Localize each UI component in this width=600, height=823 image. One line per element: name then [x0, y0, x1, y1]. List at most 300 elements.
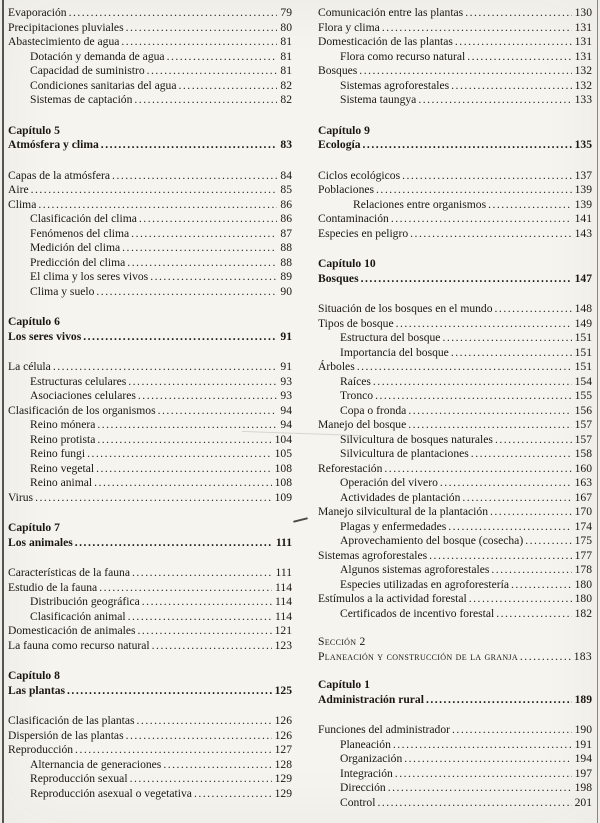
- page-number: 167: [574, 490, 592, 504]
- chapter-label: [8, 315, 292, 330]
- page-number: 149: [574, 316, 592, 330]
- entry-text: Sistema taungya: [340, 93, 417, 106]
- page-number: 126: [274, 728, 292, 742]
- page-number: 81: [280, 49, 292, 63]
- toc-entry: [8, 447, 292, 462]
- page-number: 198: [574, 781, 592, 794]
- dot-leader: [139, 212, 278, 227]
- toc-entry: [318, 64, 592, 79]
- entry-text: Silvicultura de bosques naturales: [340, 432, 493, 446]
- entry-text: La fauna como recurso natural: [8, 638, 150, 652]
- toc-entry: [318, 738, 592, 753]
- dot-leader: [194, 787, 272, 802]
- page-number: 94: [280, 403, 292, 417]
- dot-leader: [511, 578, 572, 593]
- spacer: [318, 621, 592, 635]
- spacer: [318, 286, 592, 302]
- page-number: 130: [574, 6, 592, 19]
- entry-text: Especies en peligro: [318, 226, 409, 240]
- page-number: 151: [574, 360, 592, 373]
- entry-text: Los animales: [8, 535, 73, 549]
- dot-leader: [53, 360, 278, 375]
- dot-leader: [142, 595, 272, 610]
- chapter-title: [8, 684, 292, 699]
- spacer: [8, 698, 292, 714]
- page-number: 131: [574, 35, 592, 48]
- dot-leader: [402, 169, 572, 184]
- page-number: 175: [574, 534, 592, 547]
- entry-text: Reproducción: [8, 743, 74, 756]
- toc-entry: [8, 256, 292, 271]
- toc-entry: [8, 183, 292, 198]
- entry-text: Capítulo 7: [8, 521, 60, 534]
- chapter-label: [8, 124, 292, 139]
- page-number: 151: [574, 345, 592, 359]
- spacer: [8, 550, 292, 566]
- toc-entry: [8, 389, 292, 404]
- page-number: 163: [574, 476, 592, 489]
- entry-text: Distribución geográfica: [30, 595, 140, 608]
- dot-leader: [152, 639, 272, 654]
- toc-entry: [318, 462, 592, 477]
- entry-text: Tronco: [340, 389, 374, 402]
- dot-leader: [167, 50, 278, 65]
- entry-text: Abastecimiento de agua: [8, 35, 120, 48]
- entry-text: Capas de la atmósfera: [8, 168, 111, 182]
- toc-entry: [318, 781, 592, 796]
- toc-entry: [8, 729, 292, 744]
- entry-text: Condiciones sanitarias del agua: [30, 78, 177, 92]
- toc-entry: [318, 331, 592, 346]
- entry-text: Sección 2: [318, 635, 366, 648]
- page-number: 154: [574, 374, 592, 388]
- entry-text: Precipitaciones pluviales: [8, 20, 124, 34]
- page-number: 139: [574, 183, 592, 196]
- dot-leader: [35, 491, 272, 506]
- toc-entry: [8, 285, 292, 300]
- entry-text: Clima: [8, 197, 37, 211]
- toc-entry: [8, 772, 292, 787]
- page-number: 90: [280, 284, 292, 298]
- dot-leader: [462, 491, 571, 506]
- page-number: 157: [574, 432, 592, 446]
- page-number: 197: [574, 766, 592, 780]
- dot-leader: [130, 772, 272, 787]
- toc-entry: [318, 35, 592, 50]
- entry-text: Dirección: [340, 781, 386, 794]
- toc-entry: [318, 50, 592, 65]
- page-number: 143: [574, 226, 592, 240]
- toc-entry: [8, 6, 292, 21]
- toc-entry: [318, 212, 592, 227]
- page-number: 137: [574, 168, 592, 182]
- toc-entry: [8, 433, 292, 448]
- entry-text: Reino animal: [30, 476, 93, 489]
- scan-edge-line-left: [2, 0, 4, 823]
- entry-text: Copa o fronda: [340, 403, 407, 417]
- page-number: 91: [280, 360, 292, 373]
- dot-leader: [75, 743, 272, 758]
- entry-text: Raíces: [340, 374, 371, 388]
- entry-text: Flora como recurso natural: [340, 49, 466, 63]
- entry-text: Dispersión de las plantas: [8, 728, 124, 742]
- toc-entry: [8, 79, 292, 94]
- toc-entry: [318, 375, 592, 390]
- entry-text: Clasificación animal: [30, 609, 126, 623]
- page-number: 189: [574, 692, 592, 706]
- page-number: 81: [280, 35, 292, 48]
- entry-text: Aprovechamiento del bosque (cosecha): [340, 534, 524, 547]
- page-number: 114: [275, 595, 292, 608]
- toc-entry: [318, 360, 592, 375]
- entry-text: Algunos sistemas agroforestales: [340, 563, 490, 576]
- page-number: 82: [280, 78, 292, 92]
- entry-text: Reino protista: [30, 432, 96, 446]
- toc-entry: [318, 447, 592, 462]
- chapter-title: [8, 138, 292, 153]
- entry-text: Manejo silvicultural de la plantación: [318, 505, 488, 518]
- dot-leader: [382, 21, 572, 36]
- entry-text: Fenómenos del clima: [30, 226, 130, 240]
- toc-entry: [318, 752, 592, 767]
- spacer: [8, 108, 292, 124]
- dot-leader: [488, 198, 572, 213]
- entry-text: Estructuras celulares: [30, 374, 127, 388]
- chapter-title: [318, 272, 592, 287]
- dot-leader: [126, 729, 272, 744]
- entry-text: Sistemas agroforestales: [318, 548, 428, 562]
- page-number: 80: [280, 20, 292, 34]
- page-number: 129: [274, 786, 292, 800]
- entry-text: Virus: [8, 490, 34, 504]
- toc-entry: [8, 787, 292, 802]
- page-number: 170: [574, 505, 592, 518]
- entry-text: Evaporación: [8, 6, 67, 19]
- page-number: 155: [574, 389, 592, 402]
- page-number: 93: [280, 374, 292, 388]
- dot-leader: [127, 256, 277, 271]
- toc-entry: [318, 491, 592, 506]
- toc-entry: [8, 270, 292, 285]
- page-number: 190: [574, 723, 592, 736]
- spacer: [318, 108, 592, 124]
- dot-leader: [452, 723, 572, 738]
- toc-entry: [318, 21, 592, 36]
- entry-text: Reino mónera: [30, 418, 96, 431]
- dot-leader: [163, 758, 271, 773]
- entry-text: El clima y los seres vivos: [30, 270, 149, 283]
- chapter-label: [8, 521, 292, 536]
- dot-leader: [83, 330, 277, 345]
- spacer: [8, 344, 292, 360]
- entry-text: Reforestación: [318, 461, 383, 475]
- entry-text: Capítulo 8: [8, 669, 60, 682]
- chapter-title: [8, 330, 292, 345]
- dot-leader: [31, 183, 278, 198]
- entry-text: Ecología: [318, 138, 361, 151]
- toc-entry: [8, 491, 292, 506]
- page-number: 132: [574, 64, 592, 77]
- toc-entry: [318, 767, 592, 782]
- dot-leader: [121, 35, 277, 50]
- entry-text: Estímulos a la actividad forestal: [318, 592, 467, 605]
- dot-leader: [128, 610, 272, 625]
- dot-leader: [520, 650, 571, 665]
- page-number: 180: [574, 577, 592, 591]
- dot-leader: [395, 767, 572, 782]
- entry-text: Bosques: [318, 64, 358, 77]
- toc-entry: [318, 563, 592, 578]
- toc-entry: [8, 624, 292, 639]
- entry-text: Actividades de plantación: [340, 490, 461, 504]
- dot-leader: [137, 714, 272, 729]
- entry-text: Contaminación: [318, 212, 389, 225]
- entry-text: Estructura del bosque: [340, 331, 441, 344]
- entry-text: Capítulo 1: [318, 678, 370, 691]
- entry-text: Reino vegetal: [30, 461, 95, 475]
- page-number: 108: [274, 461, 292, 475]
- toc-entry: [8, 462, 292, 477]
- page-number: 147: [574, 271, 592, 285]
- page-number: 191: [574, 737, 592, 751]
- page-number: 111: [275, 535, 292, 549]
- dot-leader: [96, 462, 272, 477]
- entry-text: Capítulo 10: [318, 257, 376, 270]
- dot-leader: [67, 684, 272, 699]
- entry-text: Dotación y demanda de agua: [30, 49, 165, 63]
- entry-text: Asociaciones celulares: [30, 389, 136, 402]
- entry-text: Reproducción asexual o vegetativa: [30, 786, 192, 800]
- spacer: [318, 707, 592, 723]
- toc-entry: [8, 227, 292, 242]
- page-number: 86: [280, 197, 292, 211]
- toc-entry: [318, 227, 592, 242]
- page-number: 157: [574, 418, 592, 431]
- page-number: 201: [574, 795, 592, 809]
- entry-text: Medición del clima: [30, 241, 121, 254]
- toc-entry: [318, 418, 592, 433]
- section-label: [318, 635, 592, 650]
- page-number: 82: [280, 93, 292, 106]
- dot-leader: [384, 462, 571, 477]
- page-number: 79: [280, 6, 292, 19]
- entry-text: Capítulo 6: [8, 315, 60, 328]
- spacer: [8, 299, 292, 315]
- entry-text: Alternancia de generaciones: [30, 757, 162, 771]
- page-number: 129: [274, 772, 292, 785]
- dot-leader: [134, 93, 277, 108]
- dot-leader: [418, 93, 571, 108]
- dot-leader: [491, 563, 571, 578]
- page-number: 174: [574, 519, 592, 533]
- page-number: 158: [574, 447, 592, 460]
- spacer: [318, 153, 592, 169]
- toc-entry: [318, 79, 592, 94]
- toc-entry: [318, 389, 592, 404]
- toc-entry: [318, 592, 592, 607]
- chapter-label: [8, 669, 292, 684]
- dot-leader: [112, 169, 277, 184]
- toc-entry: [318, 302, 592, 317]
- entry-text: Relaciones entre organismos: [353, 197, 487, 211]
- page-number: 114: [275, 609, 292, 623]
- toc-entry: [8, 404, 292, 419]
- entry-text: Clasificación de los organismos: [8, 403, 156, 417]
- toc-column-left: [8, 6, 292, 810]
- toc-entry: [318, 607, 592, 622]
- spacer: [8, 505, 292, 521]
- entry-text: Poblaciones: [318, 183, 375, 196]
- dot-leader: [391, 212, 572, 227]
- page-number: 104: [274, 432, 292, 446]
- entry-text: Las plantas: [8, 683, 66, 697]
- page-number: 160: [574, 461, 592, 475]
- dot-leader: [396, 317, 572, 332]
- toc-entry: [8, 169, 292, 184]
- page-number: 91: [280, 329, 292, 343]
- chapter-title: [318, 138, 592, 153]
- dot-leader: [408, 404, 571, 419]
- dot-leader: [361, 272, 572, 287]
- dot-leader: [158, 404, 278, 419]
- page-number: 148: [574, 302, 592, 315]
- page-number: 93: [280, 389, 292, 402]
- entry-text: Administración rural: [318, 692, 424, 706]
- entry-text: Planeación: [340, 737, 391, 751]
- toc-entry: [8, 241, 292, 256]
- dot-leader: [442, 331, 571, 346]
- chapter-label: [318, 124, 592, 139]
- page-number: 135: [574, 138, 592, 151]
- page-number: 86: [280, 212, 292, 225]
- toc-entry: [8, 595, 292, 610]
- entry-text: Organización: [340, 752, 403, 765]
- toc-entry: [318, 578, 592, 593]
- entry-text: Capacidad de suministro: [30, 64, 145, 77]
- entry-text: Planeación y construcción de la granja: [318, 649, 518, 663]
- chapter-title: [318, 693, 592, 708]
- entry-text: Clasificación del clima: [30, 212, 137, 225]
- page-number: 183: [573, 649, 592, 663]
- dot-leader: [359, 64, 571, 79]
- page-number: 151: [574, 331, 592, 344]
- dot-leader: [495, 433, 572, 448]
- toc-entry: [318, 404, 592, 419]
- toc-entry: [318, 520, 592, 535]
- dot-leader: [496, 607, 571, 622]
- spacer: [318, 241, 592, 257]
- entry-text: Características de la fauna: [8, 566, 130, 579]
- toc-entry: [318, 183, 592, 198]
- entry-text: Silvicultura de plantaciones: [340, 447, 469, 460]
- dot-leader: [132, 566, 272, 581]
- spacer: [8, 153, 292, 169]
- page-number: 132: [574, 78, 592, 92]
- toc-entry: [318, 6, 592, 21]
- chapter-label: [318, 678, 592, 693]
- toc-entry: [8, 360, 292, 375]
- page-number: 111: [275, 566, 292, 579]
- entry-text: Reino fungi: [30, 447, 86, 460]
- spacer: [318, 664, 592, 678]
- toc-entry: [8, 50, 292, 65]
- toc-entry: [318, 505, 592, 520]
- entry-text: Importancia del bosque: [340, 345, 449, 359]
- page-number: 94: [280, 418, 292, 431]
- entry-text: Certificados de incentivo forestal: [340, 606, 495, 620]
- page-number: 131: [574, 49, 592, 63]
- page-number: 83: [280, 138, 292, 151]
- dot-leader: [373, 375, 572, 390]
- entry-text: Predicción del clima: [30, 255, 126, 269]
- entry-text: Integración: [340, 766, 393, 780]
- dot-leader: [495, 302, 572, 317]
- chapter-label: [318, 257, 592, 272]
- dot-leader: [404, 752, 571, 767]
- dot-leader: [128, 375, 277, 390]
- page-number: 194: [574, 752, 592, 765]
- page-number: 128: [274, 757, 292, 771]
- scan-edge-line-right: [597, 0, 599, 823]
- toc-entry: [8, 35, 292, 50]
- dot-leader: [138, 624, 272, 639]
- dot-leader: [448, 520, 571, 535]
- dot-leader: [408, 418, 571, 433]
- dot-leader: [138, 389, 278, 404]
- toc-entry: [318, 549, 592, 564]
- toc-entry: [8, 758, 292, 773]
- toc-entry: [8, 21, 292, 36]
- dot-leader: [451, 346, 572, 361]
- entry-text: Sistemas de captación: [30, 93, 133, 106]
- toc-entry: [318, 534, 592, 549]
- entry-text: Los seres vivos: [8, 329, 82, 343]
- dot-leader: [97, 433, 271, 448]
- dot-leader: [131, 227, 277, 242]
- page-number: 109: [274, 490, 292, 504]
- dot-leader: [465, 6, 571, 21]
- dot-leader: [363, 138, 572, 153]
- toc-entry: [318, 317, 592, 332]
- entry-text: Manejo del bosque: [318, 418, 407, 431]
- entry-text: Clasificación de las plantas: [8, 714, 135, 727]
- page-number: 139: [574, 197, 592, 211]
- dot-leader: [122, 241, 277, 256]
- entry-text: Tipos de bosque: [318, 316, 394, 330]
- entry-text: Situación de los bosques en el mundo: [318, 302, 493, 315]
- dot-leader: [393, 738, 572, 753]
- page-number: 125: [274, 683, 292, 697]
- dot-leader: [490, 505, 572, 520]
- entry-text: Capítulo 9: [318, 123, 370, 137]
- entry-text: Árboles: [318, 360, 355, 373]
- entry-text: Operación del vivero: [340, 476, 438, 489]
- dot-leader: [96, 285, 277, 300]
- toc-entry: [8, 64, 292, 79]
- toc-entry: [318, 93, 592, 108]
- toc-entry: [318, 198, 592, 213]
- page-number: 85: [280, 183, 292, 196]
- toc-entry: [8, 743, 292, 758]
- page-number: 156: [574, 403, 592, 417]
- entry-text: Plagas y enfermedades: [340, 519, 447, 533]
- dot-leader: [377, 796, 571, 811]
- dot-leader: [94, 476, 271, 491]
- dot-leader: [467, 50, 571, 65]
- page-number: 182: [574, 606, 592, 620]
- toc-entry: [8, 610, 292, 625]
- dot-leader: [376, 183, 572, 198]
